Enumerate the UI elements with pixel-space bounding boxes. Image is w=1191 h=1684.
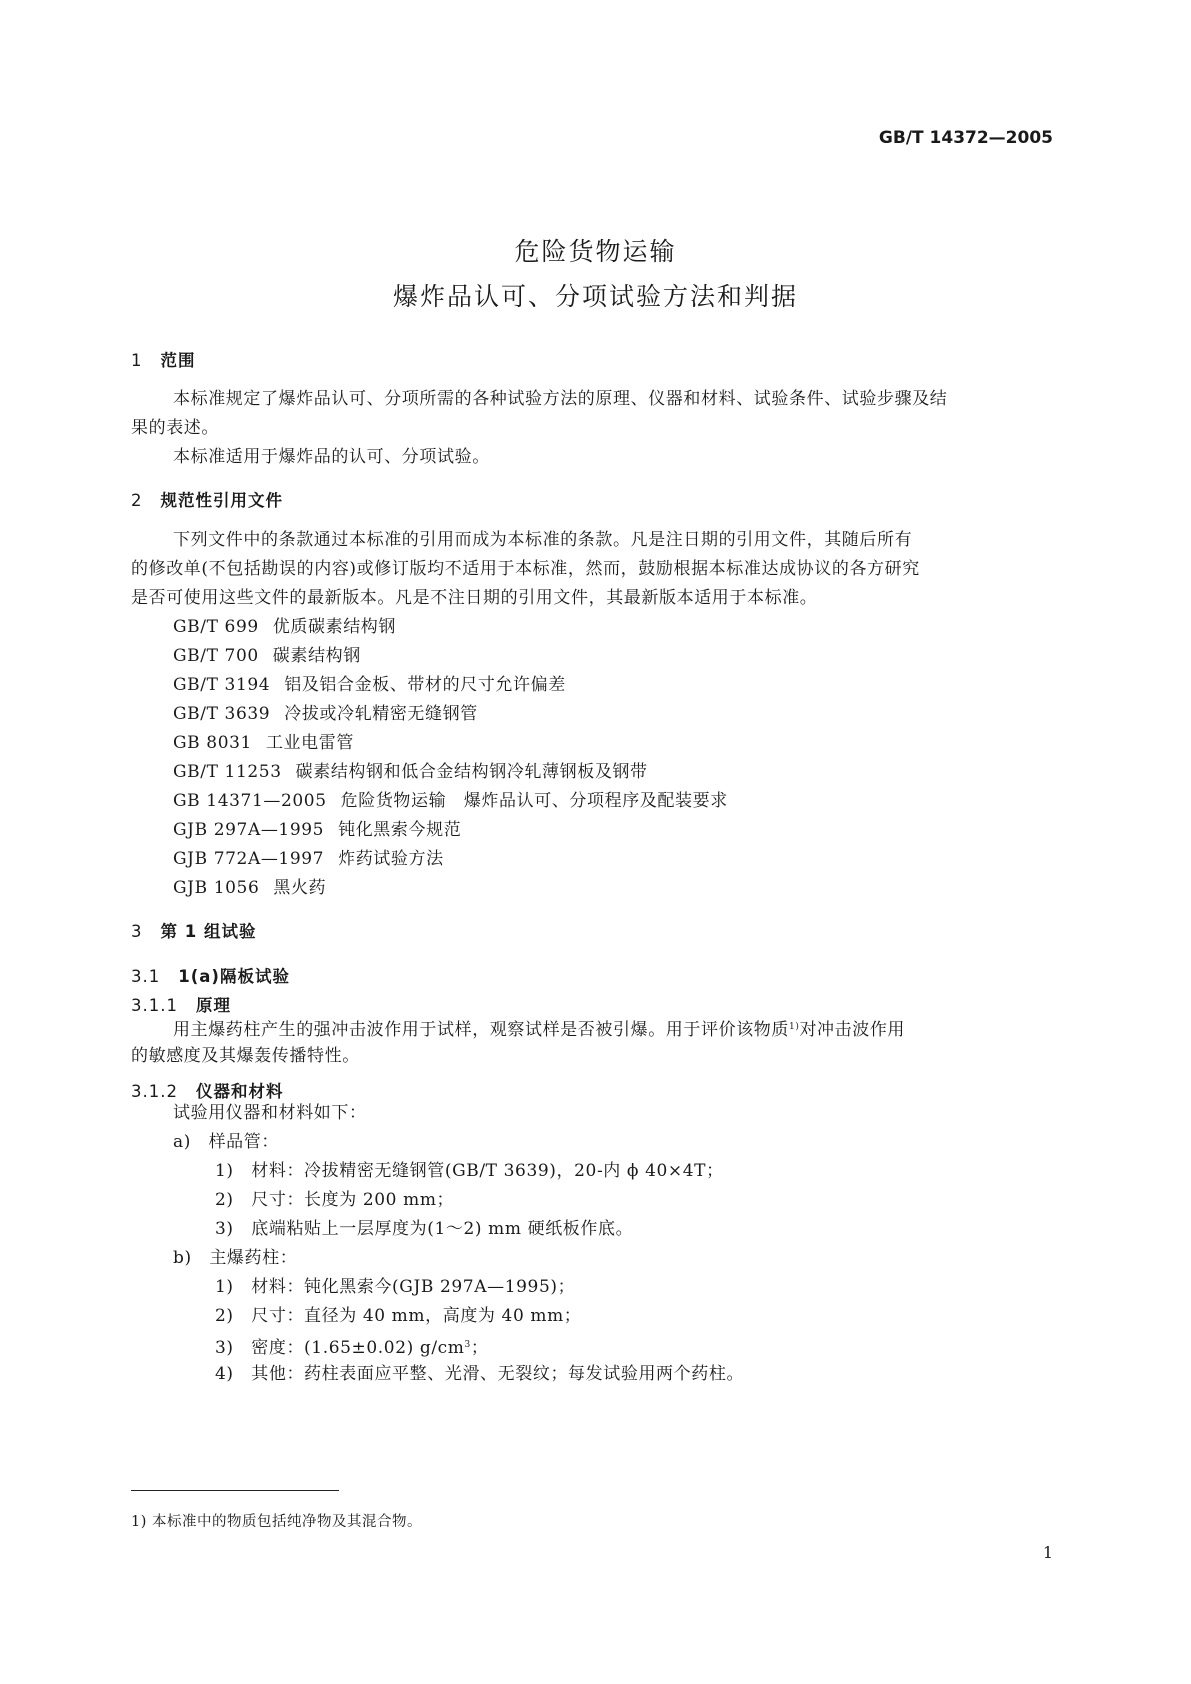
section-heading-1 xyxy=(131,347,196,371)
reference-code: GJB 772A—1997 xyxy=(173,849,325,869)
footnote-marker: 1) xyxy=(789,1022,800,1032)
paragraph xyxy=(173,1013,1101,1045)
reference-title: 优质碳素结构钢 xyxy=(272,617,396,637)
paragraph-continuation: 的修改单(不包括勘误的内容)或修订版均不适用于本标准，然而，鼓励根据本标准达成协议的各方研究 xyxy=(131,559,920,579)
paragraph-continuation: 是否可使用这些文件的最新版本。凡是不注日期的引用文件，其最新版本适用于本标准。 xyxy=(131,588,818,608)
paragraph: 下列文件中的条款通过本标准的引用而成为本标准的条款。凡是注日期的引用文件，其随后所有 xyxy=(173,530,913,550)
section-title: 1(a)隔板试验 xyxy=(178,967,290,986)
paragraph: 本标准规定了爆炸品认可、分项所需的各种试验方法的原理、仪器和材料、试验条件、试验步骤及结 xyxy=(173,389,948,409)
reference-code: GB 8031 xyxy=(173,733,252,753)
reference-item xyxy=(173,671,1101,700)
section-title: 仪器和材料 xyxy=(195,1082,284,1101)
list-item-a1: 1) 材料：冷拔精密无缝钢管(GB/T 3639)，20-内 ϕ 40×4T； xyxy=(215,1161,724,1181)
reference-title: 碳素结构钢 xyxy=(272,646,361,666)
title-line-2: 爆炸品认可、分项试验方法和判据 xyxy=(392,282,798,311)
section-number: 3.1 xyxy=(131,967,161,986)
reference-title: 铝及铝合金板、带材的尺寸允许偏差 xyxy=(284,675,566,695)
list-item-a2: 2) 尺寸：长度为 200 mm； xyxy=(215,1190,455,1210)
section-number: 1 xyxy=(131,351,143,370)
footnote-rule xyxy=(131,1490,339,1491)
reference-title: 碳素结构钢和低合金结构钢冷轧薄钢板及钢带 xyxy=(295,762,648,782)
section-heading-3 xyxy=(131,918,256,942)
list-item-b1: 1) 材料：钝化黑索今(GJB 297A—1995)； xyxy=(215,1277,576,1297)
reference-item xyxy=(173,845,1101,874)
superscript: 3 xyxy=(464,1340,471,1350)
section-title: 范围 xyxy=(160,351,196,370)
list-item-b3 xyxy=(215,1331,1143,1363)
paragraph-text: 用主爆药柱产生的强冲击波作用于试样，观察试样是否被引爆。用于评价该物质 xyxy=(173,1020,789,1040)
reference-code: GB/T 11253 xyxy=(173,762,282,782)
reference-item xyxy=(173,874,1101,903)
paragraph: 本标准适用于爆炸品的认可、分项试验。 xyxy=(173,447,490,467)
reference-code: GB 14371—2005 xyxy=(173,791,327,811)
paragraph-text: 对冲击波作用 xyxy=(799,1020,906,1040)
list-item-b2: 2) 尺寸：直径为 40 mm，高度为 40 mm； xyxy=(215,1306,582,1326)
section-title: 规范性引用文件 xyxy=(160,491,283,510)
reference-title: 工业电雷管 xyxy=(265,733,354,753)
list-item-b4: 4) 其他：药柱表面应平整、光滑、无裂纹；每发试验用两个药柱。 xyxy=(215,1364,745,1384)
standard-code: GB/T 14372—2005 xyxy=(878,128,1053,148)
paragraph-continuation: 的敏感度及其爆轰传播特性。 xyxy=(131,1046,360,1066)
reference-item xyxy=(173,787,1101,816)
reference-title: 冷拔或冷轧精密无缝钢管 xyxy=(284,704,478,724)
reference-code: GB/T 3194 xyxy=(173,675,271,695)
section-number: 3.1.2 xyxy=(131,1082,178,1101)
section-heading-3-1 xyxy=(131,963,290,987)
list-item-b: b) 主爆药柱： xyxy=(173,1248,298,1268)
list-item-text: ； xyxy=(470,1338,489,1358)
page-number: 1 xyxy=(1042,1543,1053,1562)
reference-item xyxy=(173,758,1101,787)
reference-code: GB/T 699 xyxy=(173,617,259,637)
reference-item xyxy=(173,613,1101,642)
section-heading-2 xyxy=(131,487,283,511)
paragraph: 试验用仪器和材料如下： xyxy=(173,1103,367,1123)
section-title: 原理 xyxy=(195,996,231,1015)
reference-title: 黑火药 xyxy=(273,878,327,898)
footnote: 1) 本标准中的物质包括纯净物及其混合物。 xyxy=(131,1514,422,1530)
title-line-1: 危险货物运输 xyxy=(514,237,677,266)
reference-code: GB/T 3639 xyxy=(173,704,271,724)
paragraph-continuation: 果的表述。 xyxy=(131,418,219,438)
reference-item xyxy=(173,816,1101,845)
section-number: 2 xyxy=(131,491,143,510)
reference-code: GJB 297A—1995 xyxy=(173,820,325,840)
section-number: 3.1.1 xyxy=(131,996,178,1015)
reference-title: 危险货物运输 爆炸品认可、分项程序及配装要求 xyxy=(340,791,728,811)
reference-item xyxy=(173,700,1101,729)
section-number: 3 xyxy=(131,922,143,941)
list-item-a: a) 样品管： xyxy=(173,1132,279,1152)
list-item-text: 3) 密度：(1.65±0.02) g/cm xyxy=(215,1338,465,1358)
reference-title: 炸药试验方法 xyxy=(338,849,444,869)
reference-title: 钝化黑索今规范 xyxy=(338,820,462,840)
reference-item xyxy=(173,642,1101,671)
reference-code: GJB 1056 xyxy=(173,878,260,898)
reference-item xyxy=(173,729,1101,758)
reference-code: GB/T 700 xyxy=(173,646,259,666)
list-item-a3: 3) 底端粘贴上一层厚度为(1～2) mm 硬纸板作底。 xyxy=(215,1219,634,1239)
section-title: 第 1 组试验 xyxy=(160,922,257,941)
